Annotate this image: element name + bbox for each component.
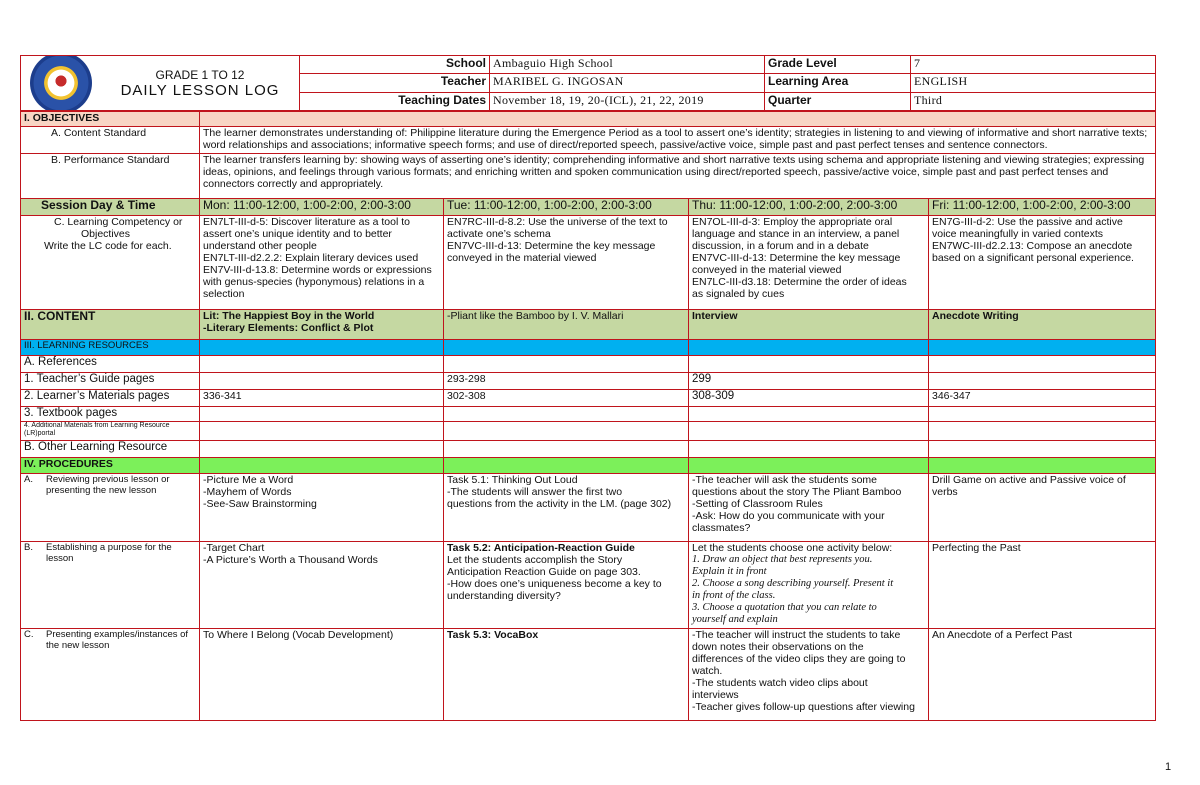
content-standard-label: A. Content Standard (21, 127, 200, 154)
competency-tue (444, 216, 689, 310)
competency-label (21, 216, 200, 310)
text-line: -Ask: How do you communicate with your (692, 510, 885, 522)
competency-label-line1: C. Learning Competency or (54, 216, 183, 228)
text-line: -How does one’s uniqueness become a key to (447, 578, 662, 590)
procedure-b-label (21, 542, 200, 629)
text-line: -Picture Me a Word (203, 474, 294, 486)
procedure-b-fri: Perfecting the Past (929, 542, 1156, 629)
text-line: discussion, in a forum and in a debate (692, 240, 869, 252)
text-line: EN7VC-III-d-13: Determine the key message (692, 252, 901, 264)
content-thu: Interview (689, 310, 929, 340)
task-title: Task 5.2: Anticipation-Reaction Guide (447, 542, 635, 554)
content-fri: Anecdote Writing (929, 310, 1156, 340)
text-line: EN7RC-III-d-8.2: Use the universe of the text to (447, 216, 668, 228)
procedure-b-mon (200, 542, 444, 629)
tg-thu: 299 (689, 373, 929, 390)
procedure-c-key: C. (24, 629, 34, 640)
text-line: conveyed in the material viewed (447, 252, 597, 264)
text-line: EN7LC-III-d3.18: Determine the order of ideas (692, 276, 907, 288)
text-line: in front of the class. (692, 590, 776, 601)
procedure-b-text: Establishing a purpose for the lesson (46, 542, 172, 564)
text-line: -Setting of Classroom Rules (692, 498, 823, 510)
other-resource-label: B. Other Learning Resource (21, 441, 200, 458)
text-line: -See-Saw Brainstorming (203, 498, 317, 510)
text-line: watch. (692, 665, 723, 677)
text-line: with genus-species (hyponymous) relations in a (203, 276, 425, 288)
quarter-label: Quarter (765, 92, 911, 110)
textbook-label: 3. Textbook pages (21, 407, 200, 422)
text-line: Explain it in front (692, 566, 767, 577)
teaching-dates-label: Teaching Dates (300, 92, 490, 110)
text-line: -Teacher gives follow-up questions after viewing (692, 701, 915, 713)
text-line: EN7V-III-d-13.8: Determine words or expressions (203, 264, 432, 276)
tg-tue: 293-298 (444, 373, 689, 390)
text-line: -Target Chart (203, 542, 265, 554)
performance-standard-label: B. Performance Standard (21, 154, 200, 199)
text-line: -The students will answer the first two (447, 486, 623, 498)
text-line: EN7LT-III-d2.2.2: Explain literary devices used (203, 252, 419, 264)
text-line: language and stance in an interview, a panel (692, 228, 900, 240)
procedure-a-thu (689, 474, 929, 542)
performance-standard-text: The learner transfers learning by: showing ways of asserting one’s identity; comprehending informative and short narrative texts using schema and appropriate listening and viewing strategies; expressing ideas, opinions, and feelings through various formats; and enriching written and spoken communication using direct/reported speech, passive/active voice, simple past and past perfect tenses and connectors correctly and appropriately. (200, 154, 1156, 199)
teacher-value: MARIBEL G. INGOSAN (490, 74, 765, 92)
session-fri: Fri: 11:00-12:00, 1:00-2:00, 2:00-3:00 (929, 199, 1156, 216)
session-thu: Thu: 11:00-12:00, 1:00-2:00, 2:00-3:00 (689, 199, 929, 216)
text-line: EN7G-III-d-2: Use the passive and active (932, 216, 1123, 228)
procedure-c-text: Presenting examples/instances of the new lesson (46, 629, 189, 651)
school-label: School (300, 56, 490, 74)
additional-materials-label: 4. Additional Materials from Learning Resource (LR)portal (21, 422, 200, 441)
lm-mon: 336-341 (200, 390, 444, 407)
text-line: Let the students accomplish the Story (447, 554, 623, 566)
session-mon: Mon: 11:00-12:00, 1:00-2:00, 2:00-3:00 (200, 199, 444, 216)
competency-fri (929, 216, 1156, 310)
text-line: assert one’s unique identity and to better (203, 228, 392, 240)
procedure-a-key: A. (24, 474, 33, 485)
procedure-c-label (21, 629, 200, 721)
lm-tue: 302-308 (444, 390, 689, 407)
procedure-c-tue: Task 5.3: VocaBox (444, 629, 689, 721)
grade-level-label: Grade Level (765, 56, 911, 74)
text-line: 3. Choose a quotation that you can relate to (692, 602, 877, 613)
text-line: -The teacher will instruct the students to take (692, 629, 901, 641)
text-line: understand other people (203, 240, 317, 252)
text-line: EN7VC-III-d-13: Determine the key message (447, 240, 656, 252)
text-line: conveyed in the material viewed (692, 264, 842, 276)
quarter-value: Third (911, 92, 1156, 110)
text-line: -A Picture’s Worth a Thousand Words (203, 554, 378, 566)
procedure-b-key: B. (24, 542, 33, 553)
text-line: interviews (692, 689, 739, 701)
procedure-b-thu (689, 542, 929, 629)
text-line: questions about the story The Pliant Bamboo (692, 486, 902, 498)
text-line: Task 5.1: Thinking Out Loud (447, 474, 578, 486)
procedure-c-fri: An Anecdote of a Perfect Past (929, 629, 1156, 721)
text-line: -Mayhem of Words (203, 486, 292, 498)
procedure-a-text: Reviewing previous lesson or presenting the new lesson (46, 474, 170, 496)
procedure-a-label (21, 474, 200, 542)
text-line: -Literary Elements: Conflict & Plot (203, 322, 374, 334)
text-line: -The students watch video clips about (692, 677, 868, 689)
content-heading: II. CONTENT (21, 310, 200, 340)
grade-range: GRADE 1 TO 12 (155, 68, 245, 82)
content-standard-text: The learner demonstrates understanding of: Philippine literature during the Emergence Period as a tool to assert one’s identity; strategies in listening to and viewing of informative and short narrative texts; word relationships and associations; informative speech forms; and use of direct/reported speech, passive/active voice, simple past and past perfect tenses and sentence connectors. (200, 127, 1156, 154)
lm-fri: 346-347 (929, 390, 1156, 407)
text-line: -The teacher will ask the students some (692, 474, 878, 486)
procedures-heading: IV. PROCEDURES (21, 458, 200, 474)
content-mon (200, 310, 444, 340)
session-label: Session Day & Time (21, 199, 200, 216)
objectives-heading: I. OBJECTIVES (21, 112, 200, 127)
competency-label-line3: Write the LC code for each. (44, 240, 172, 252)
text-line: Drill Game on active and Passive voice of (932, 474, 1126, 486)
text-line: differences of the video clips they are going to (692, 653, 906, 665)
procedure-a-mon (200, 474, 444, 542)
grade-level-value: 7 (911, 56, 1156, 74)
text-line: Anticipation Reaction Guide on page 303. (447, 566, 641, 578)
text-line: selection (203, 288, 245, 300)
school-value: Ambaguio High School (490, 56, 765, 74)
lesson-table (20, 111, 1156, 721)
procedure-a-tue (444, 474, 689, 542)
text-line: voice meaningfully in varied contexts (932, 228, 1104, 240)
text-line: EN7WC-III-d2.2.13: Compose an anecdote (932, 240, 1133, 252)
text-line: Let the students choose one activity below: (692, 542, 893, 554)
text-line: verbs (932, 486, 958, 498)
procedure-c-mon: To Where I Belong (Vocab Development) (200, 629, 444, 721)
lm-thu: 308-309 (689, 390, 929, 407)
session-tue: Tue: 11:00-12:00, 1:00-2:00, 2:00-3:00 (444, 199, 689, 216)
procedure-c-thu (689, 629, 929, 721)
text-line: understanding diversity? (447, 590, 561, 602)
procedure-a-fri (929, 474, 1156, 542)
resources-heading: III. LEARNING RESOURCES (21, 340, 200, 356)
text-line: classmates? (692, 522, 751, 534)
text-line: activate one’s schema (447, 228, 551, 240)
lesson-log-page (20, 55, 1155, 721)
learning-area-value: ENGLISH (911, 74, 1156, 92)
competency-label-line2: Objectives (81, 228, 131, 240)
learners-materials-label: 2. Learner’s Materials pages (21, 390, 200, 407)
competency-mon (200, 216, 444, 310)
text-line: EN7OL-III-d-3: Employ the appropriate oral (692, 216, 893, 228)
deped-seal-logo (21, 56, 101, 111)
text-line: 1. Draw an object that best represents you. (692, 554, 873, 565)
page-number: 1 (1165, 761, 1172, 773)
teachers-guide-label: 1. Teacher’s Guide pages (21, 373, 200, 390)
text-line: yourself and explain (692, 614, 778, 625)
teacher-label: Teacher (300, 74, 490, 92)
text-line: 2. Choose a song describing yourself. Present it (692, 578, 894, 589)
log-title: DAILY LESSON LOG (120, 82, 280, 99)
learning-area-label: Learning Area (765, 74, 911, 92)
header-title-cell (21, 56, 300, 111)
procedure-b-tue (444, 542, 689, 629)
competency-thu (689, 216, 929, 310)
text-line: questions from the activity in the LM. (page 302) (447, 498, 672, 510)
text-line: Lit: The Happiest Boy in the World (203, 310, 375, 322)
content-tue: -Pliant like the Bamboo by I. V. Mallari (444, 310, 689, 340)
text-line: as signaled by cues (692, 288, 785, 300)
text-line: based on a significant personal experience. (932, 252, 1134, 264)
header-table (20, 55, 1156, 111)
teaching-dates-value: November 18, 19, 20-(ICL), 21, 22, 2019 (490, 92, 765, 110)
references-label: A. References (21, 356, 200, 373)
text-line: down notes their observations on the (692, 641, 864, 653)
text-line: EN7LT-III-d-5: Discover literature as a tool to (203, 216, 410, 228)
